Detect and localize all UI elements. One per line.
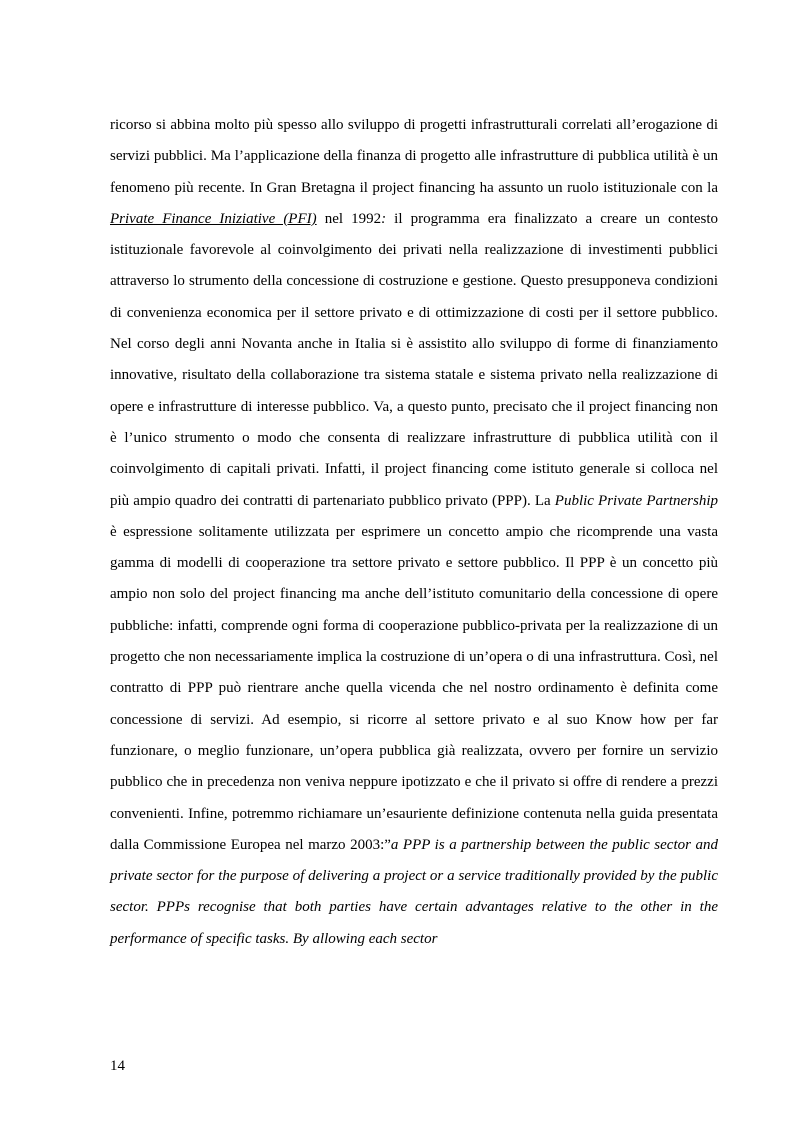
pfi-link[interactable]: Private Finance Iniziative (PFI) bbox=[110, 210, 317, 227]
text-run-1: ricorso si abbina molto più spesso allo sviluppo di progetti infrastrutturali correlati all’erogazione di servizi pubblici. Ma l’applicazione della finanza di progetto alle infrastrutture di pubblica utilità è un fenomeno più recente. In Gran Bretagna il project financing ha assunto un ruolo istituzionale con la bbox=[110, 117, 718, 196]
text-run-colon: : bbox=[381, 210, 387, 227]
page-number: 14 bbox=[110, 1058, 125, 1074]
english-quote: a PPP is a partnership between the public sector and private sector for the purpose of delivering a project or a service traditionally provided by the public sector. PPPs recognise that both parties have certain advantages relative to the other in the performance of specific tasks. By allowing each sector bbox=[110, 836, 718, 947]
body-paragraph bbox=[110, 110, 718, 955]
text-run-2: nel 1992 bbox=[316, 210, 382, 227]
ppp-term: Public Private Partnership bbox=[554, 492, 718, 509]
text-run-3: il programma era finalizzato a creare un contesto istituzionale favorevole al coinvolgimento dei privati nella realizzazione di investimenti pubblici attraverso lo strumento della concessione di costruzione e gestione. Questo presupponeva condizioni di convenienza economica per il settore privato e di ottimizzazione di costi per il settore pubblico. Nel corso degli anni Novanta anche in Italia si è assistito allo sviluppo di forme di finanziamento innovative, risultato della collaborazione tra sistema statale e sistema privato nella realizzazione di opere e infrastrutture di interesse pubblico. Va, a questo punto, precisato che il project financing non è l’unico strumento o modo che consenta di realizzare infrastrutture di pubblica utilità con il coinvolgimento di capitali privati. Infatti, il project financing come istituto generale si colloca nel più ampio quadro dei contratti di partenariato pubblico privato (PPP). La bbox=[110, 210, 718, 509]
text-run-4: è espressione solitamente utilizzata per esprimere un concetto ampio che ricomprende una vasta gamma di modelli di cooperazione tra settore privato e settore pubblico. Il PPP è un concetto più ampio non solo del project financing ma anche dell’istituto comunitario della concessione di opere pubbliche: infatti, comprende ogni forma di cooperazione pubblico-privata per la realizzazione di un progetto che non necessariamente implica la costruzione di un’opera o di una infrastruttura. Così, nel contratto di PPP può rientrare anche quella vicenda che nel nostro ordinamento è definita come concessione di servizi. Ad esempio, si ricorre al settore privato e al suo Know how per far funzionare, o meglio funzionare, un’opera pubblica già realizzata, ovvero per fornire un servizio pubblico che in precedenza non veniva neppure ipotizzato e che il privato si offre di rendere a prezzi convenienti. Infine, potremmo richiamare un’esauriente definizione contenuta nella guida presentata dalla Commissione Europea nel marzo 2003:” bbox=[110, 523, 718, 853]
